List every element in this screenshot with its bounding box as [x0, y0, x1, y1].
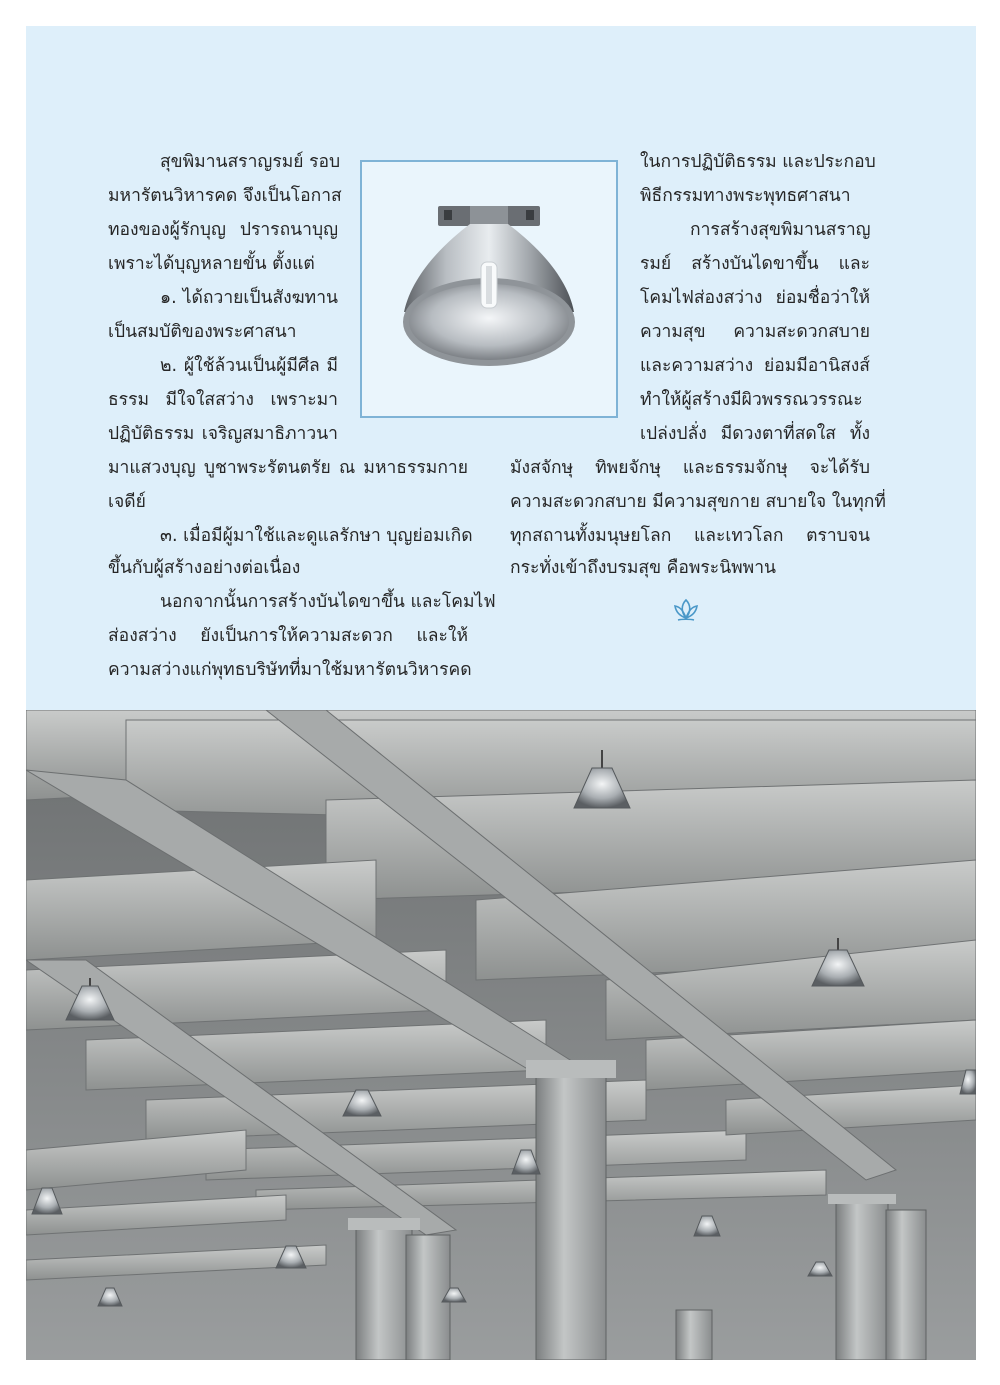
- text-line: สุขพิมานสราญรมย์ รอบ: [160, 152, 341, 172]
- text-line: มังสจักษุ ทิพยจักษุ และธรรมจักษุ จะได้รับ: [510, 458, 870, 478]
- text-line: ๓. เมื่อมีผู้มาใช้และดูแลรักษา บุญย่อมเกิด: [160, 526, 473, 546]
- text-line: ทุกสถานทั้งมนุษยโลก และเทวโลก ตราบจน: [510, 526, 870, 546]
- text-line: และความสว่าง ย่อมมีอานิสงส์: [640, 356, 870, 376]
- text-line: ความสะดวกสบาย มีความสุขกาย สบายใจ ในทุกที่: [510, 492, 886, 512]
- text-line: เปล่งปลั่ง มีดวงตาที่สดใส ทั้ง: [640, 424, 870, 444]
- text-line: รมย์ สร้างบันไดขาขึ้น และ: [640, 254, 870, 274]
- text-line: ทำให้ผู้สร้างมีผิวพรรณวรรณะ: [640, 390, 863, 410]
- text-line: ทองของผู้รักบุญ ปรารถนาบุญ: [108, 220, 338, 240]
- text-line: นอกจากนั้นการสร้างบันไดขาขึ้น และโคมไฟ: [160, 592, 496, 612]
- text-line: การสร้างสุขพิมานสราญ: [690, 220, 871, 240]
- text-line: ปฏิบัติธรรม เจริญสมาธิภาวนา: [108, 424, 338, 444]
- text-line: กระทั่งเข้าถึงบรมสุข คือพระนิพพาน: [510, 558, 777, 578]
- text-line: ส่องสว่าง ยังเป็นการให้ความสะดวก และให้: [108, 626, 468, 646]
- ceiling-illustration: [26, 710, 976, 1360]
- text-line: ธรรม มีใจใสสว่าง เพราะมา: [108, 390, 338, 410]
- lotus-icon: [672, 596, 700, 624]
- ceiling-photo: [26, 710, 976, 1360]
- text-line: เป็นสมบัติของพระศาสนา: [108, 322, 297, 342]
- text-line: พิธีกรรมทางพระพุทธศาสนา: [640, 186, 851, 206]
- text-line: ในการปฏิบัติธรรม และประกอบ: [640, 152, 876, 172]
- text-line: เจดีย์: [108, 492, 146, 512]
- text-line: ๑. ได้ถวายเป็นสังฆทาน: [160, 288, 338, 308]
- text-line: มาแสวงบุญ บูชาพระรัตนตรัย ณ มหาธรรมกาย: [108, 458, 468, 478]
- text-line: ความสุข ความสะดวกสบาย: [640, 322, 870, 342]
- text-line: ขึ้นกับผู้สร้างอย่างต่อเนื่อง: [108, 558, 301, 578]
- text-line: ความสว่างแก่พุทธบริษัทที่มาใช้มหารัตนวิหารคด: [108, 660, 472, 680]
- lamp-illustration: [362, 162, 616, 416]
- text-line: โคมไฟส่องสว่าง ย่อมชื่อว่าให้: [640, 288, 870, 308]
- lamp-photo-frame: [360, 160, 618, 418]
- text-line: ๒. ผู้ใช้ล้วนเป็นผู้มีศีล มี: [160, 356, 338, 376]
- text-line: เพราะได้บุญหลายขั้น ตั้งแต่: [108, 254, 315, 274]
- text-line: มหารัตนวิหารคด จึงเป็นโอกาส: [108, 186, 342, 206]
